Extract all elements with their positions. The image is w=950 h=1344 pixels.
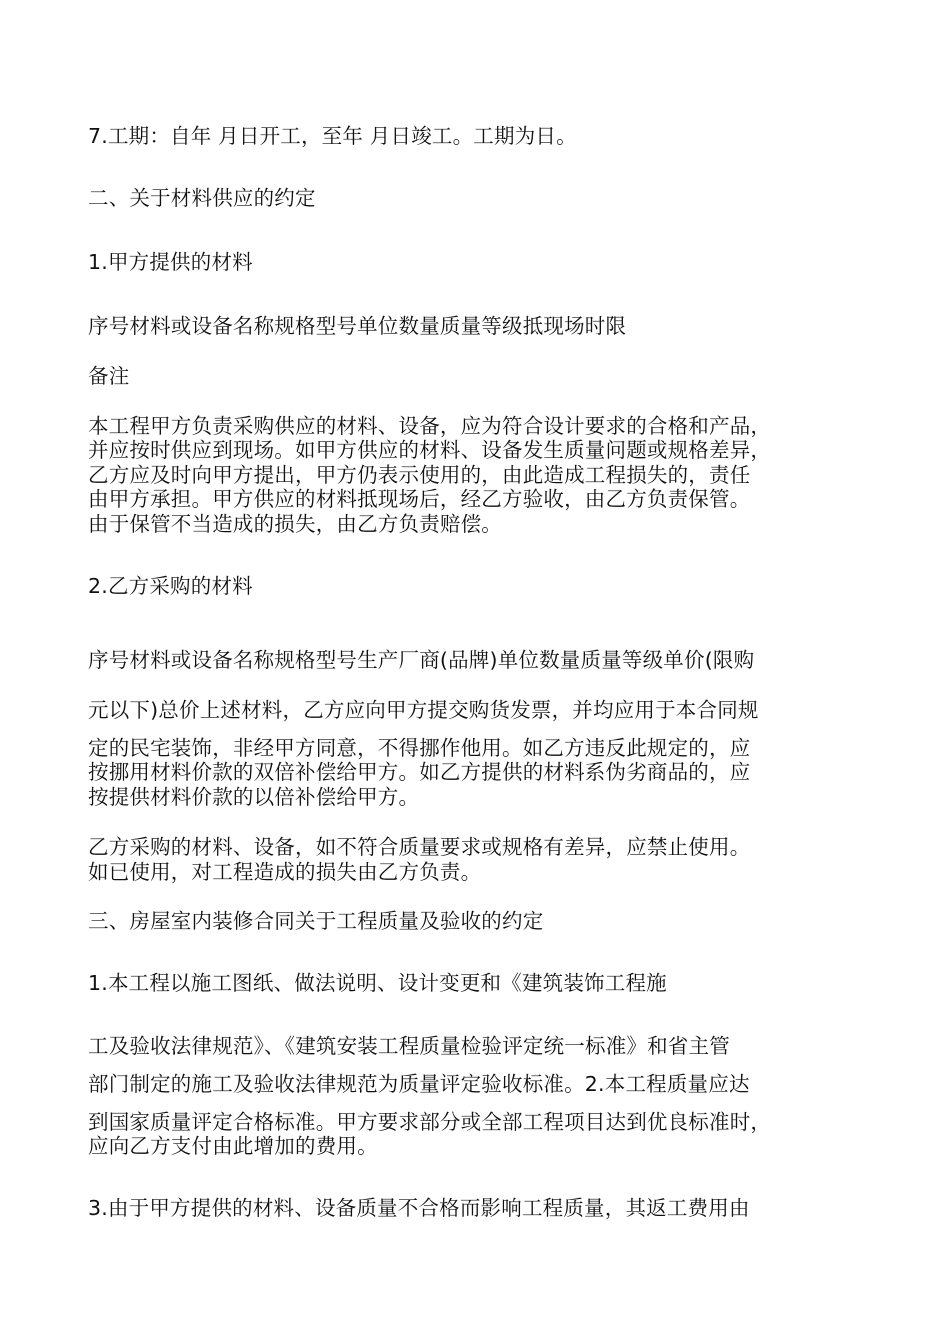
section-heading: 二、关于材料供应的约定 [88, 186, 316, 210]
section-heading: 三、房屋室内装修合同关于工程质量及验收的约定 [88, 909, 544, 933]
text-line: 1.本工程以施工图纸、做法说明、设计变更和《建筑装饰工程施 [88, 971, 667, 995]
text-line: 乙方应及时向甲方提出，甲方仍表示使用的，由此造成工程损失的，责任 [88, 463, 751, 487]
text-line: 7.工期：自年 月日开工，至年 月日竣工。工期为日。 [88, 124, 577, 148]
text-line: 定的民宅装饰，非经甲方同意，不得挪作他用。如乙方违反此规定的，应 [88, 736, 751, 760]
text-line: 乙方采购的材料、设备，如不符合质量要求或规格有差异，应禁止使用。 [88, 835, 751, 859]
text-line: 到国家质量评定合格标准。甲方要求部分或全部工程项目达到优良标准时， [88, 1110, 772, 1134]
subsection-heading: 1.甲方提供的材料 [88, 250, 253, 274]
text-line: 工及验收法律规范》、《建筑安装工程质量检验评定统一标准》和省主管 [88, 1034, 730, 1058]
text-line: 按挪用材料价款的双倍补偿给甲方。如乙方提供的材料系伪劣商品的，应 [88, 760, 751, 784]
text-line: 应向乙方支付由此增加的费用。 [88, 1134, 378, 1158]
text-line: 备注 [88, 364, 130, 388]
text-line: 由甲方承担。甲方供应的材料抵现场后，经乙方验收，由乙方负责保管。 [88, 487, 751, 511]
text-line: 序号材料或设备名称规格型号单位数量质量等级抵现场时限 [88, 314, 627, 338]
text-line: 部门制定的施工及验收法律规范为质量评定验收标准。2.本工程质量应达 [88, 1072, 750, 1096]
text-line: 3.由于甲方提供的材料、设备质量不合格而影响工程质量，其返工费用由 [88, 1196, 750, 1220]
subsection-heading: 2.乙方采购的材料 [88, 574, 253, 598]
text-line: 按提供材料价款的以倍补偿给甲方。 [88, 785, 420, 809]
text-line: 本工程甲方负责采购供应的材料、设备，应为符合设计要求的合格和产品， [88, 414, 772, 438]
text-line: 元以下)总价上述材料，乙方应向甲方提交购货发票，并均应用于本合同规 [88, 698, 759, 722]
text-line: 如已使用，对工程造成的损失由乙方负责。 [88, 860, 482, 884]
text-line: 由于保管不当造成的损失，由乙方负责赔偿。 [88, 512, 502, 536]
text-line: 并应按时供应到现场。如甲方供应的材料、设备发生质量问题或规格差异， [88, 438, 772, 462]
text-line: 序号材料或设备名称规格型号生产厂商(品牌)单位数量质量等级单价(限购 [88, 648, 755, 672]
